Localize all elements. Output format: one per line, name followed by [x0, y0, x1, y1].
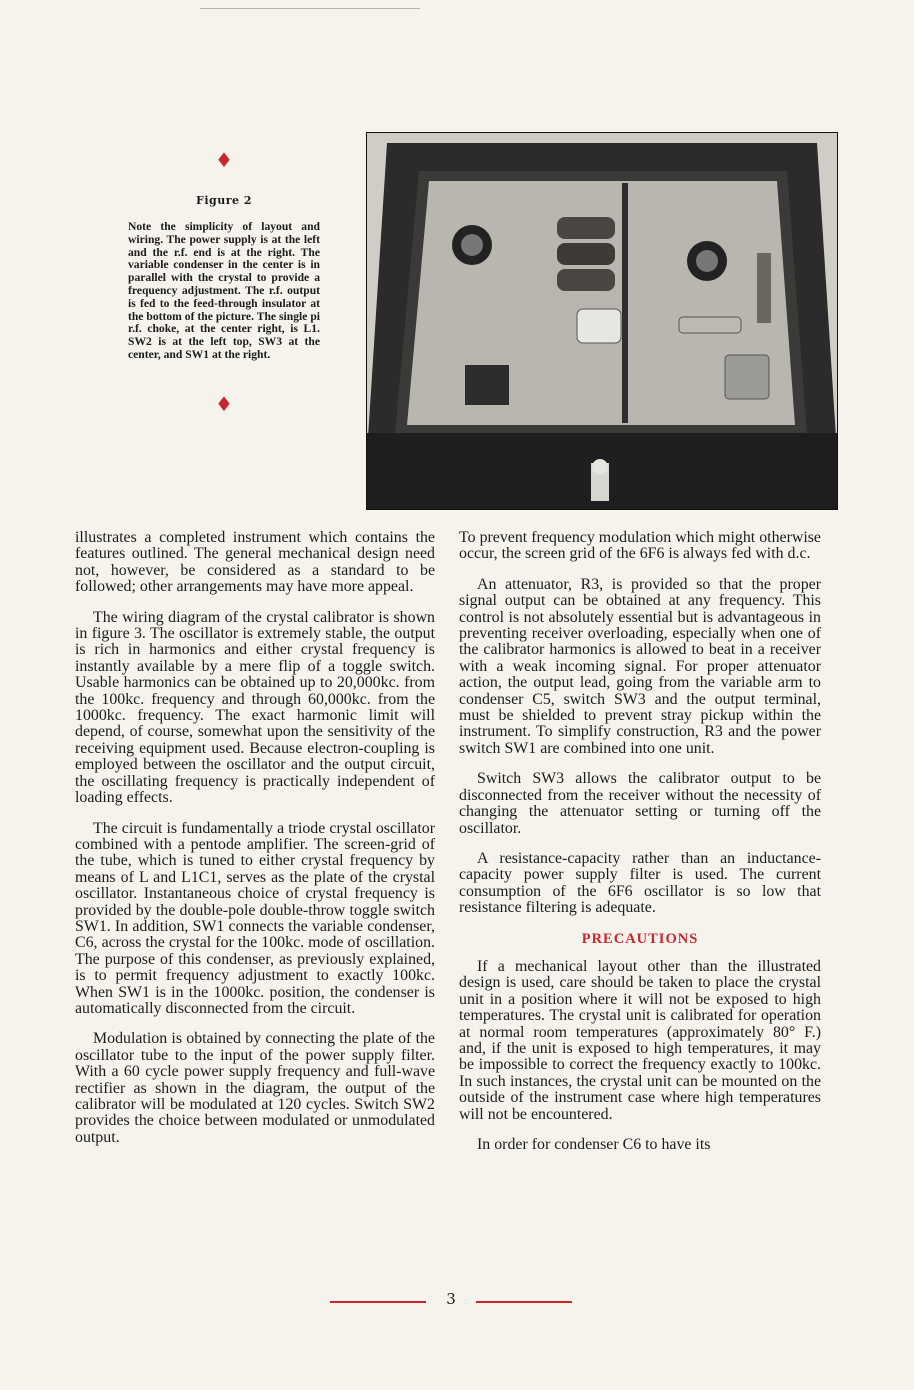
body-paragraph: In order for condenser C6 to have its	[477, 1136, 711, 1153]
diamond-ornament-top: ♦	[215, 148, 233, 172]
right-column	[459, 530, 821, 1167]
body-paragraph: An attenuator, R3, is provided so that the proper signal output can be obtained at any frequency. This control is not absolutely essential but is advantageous in preventing receiver overloading, especially when one of the calibrator harmonics is allowed to beat in a receiver with a weak incoming signal. For proper attenuator action, the output lead, going from the variable arm to condenser C5, switch SW3 and the output terminal, must be shielded to prevent stray pickup within the instrument. To simplify construction, R3 and the power switch SW1 are combined into one unit.	[459, 575, 821, 757]
diamond-ornament-bottom: ♦	[215, 391, 233, 416]
figure-caption-text: Note the simplicity of layout and wiring. The power supply is at the left and the r.f. end is at the right. The variable condenser in the center is in parallel with the crystal to provide a frequency adjustment. The r.f. output is fed to the feed-through insulator at the bottom of the picture. The single pi r.f. choke, at the center right, is L1. SW2 is at the left top, SW3 at the center, and SW1 at the right.	[128, 220, 320, 361]
body-paragraph: Modulation is obtained by connecting the plate of the oscillator tube to the input of the power supply filter. With a 60 cycle power supply frequency and full-wave rectifier as shown in the diagram, the output of the calibrator will be modulated at 120 cycles. Switch SW2 provides the choice between modulated or unmodulated output.	[75, 1030, 435, 1146]
body-paragraph: Switch SW3 allows the calibrator output to be disconnected from the receiver without the necessity of changing the attenuator setting or turning off the oscillator.	[459, 770, 821, 837]
footer-rule-right	[476, 1301, 572, 1303]
figure-label: Figure 2	[196, 194, 252, 207]
page-number: 3	[446, 1290, 456, 1308]
body-paragraph: If a mechanical layout other than the illustrated design is used, care should be taken to place the crystal unit in a position where it will not be exposed to high temperatures. The crystal unit is calibrated for operation at normal room temperatures (approximately 80° F.) and, if the unit is exposed to high temperatures, it may be impossible to correct the frequency exactly to 100kc. In such instances, the crystal unit can be mounted on the outside of the instrument case where high temperatures will not be encountered.	[459, 957, 821, 1123]
top-edge-rule	[200, 8, 420, 9]
page-footer	[0, 1290, 914, 1310]
section-heading: PRECAUTIONS	[581, 930, 699, 947]
body-paragraph: The wiring diagram of the crystal calibrator is shown in figure 3. The oscillator is extremely stable, the output is rich in harmonics and either crystal frequency is instantly available by a mere flip of a toggle switch. Usable harmonics can be obtained up to 20,000kc. from the 100kc. frequency and through 60,000kc. from the 1000kc. frequency. The exact harmonic limit will depend, of course, somewhat upon the sensitivity of the receiving equipment used. Because electron-coupling is employed between the oscillator and the output circuit, the oscillating frequency is practically independent of loading effects.	[75, 608, 435, 807]
instrument-photo	[366, 132, 838, 510]
figure-caption-block	[128, 148, 320, 416]
body-paragraph: illustrates a completed instrument which contains the features outlined. The general mechanical design need not, however, be considered as a standard to be followed; other arrangements may have more appeal.	[75, 529, 435, 596]
body-paragraph: The circuit is fundamentally a triode crystal oscillator combined with a pentode amplifier. The screen-grid of the tube, which is tuned to either crystal frequency by means of L and L1C1, serves as the plate of the crystal oscillator. Instantaneous choice of crystal frequency is provided by the double-pole double-throw toggle switch SW1. In addition, SW1 connects the variable condenser, C6, across the crystal for the 100kc. mode of oscillation. The purpose of this condenser, as previously explained, is to permit frequency adjustment to exactly 100kc. When SW1 is in the 1000kc. position, the condenser is automatically disconnected from the circuit.	[75, 819, 435, 1017]
body-paragraph: A resistance-capacity rather than an inductance-capacity power supply filter is used. The current consumption of the 6F6 oscillator is so low that resistance filtering is adequate.	[459, 849, 821, 917]
footer-rule-left	[330, 1301, 426, 1303]
body-paragraph: To prevent frequency modulation which might otherwise occur, the screen grid of the 6F6 is always fed with d.c.	[459, 529, 821, 563]
left-column	[75, 530, 435, 1160]
